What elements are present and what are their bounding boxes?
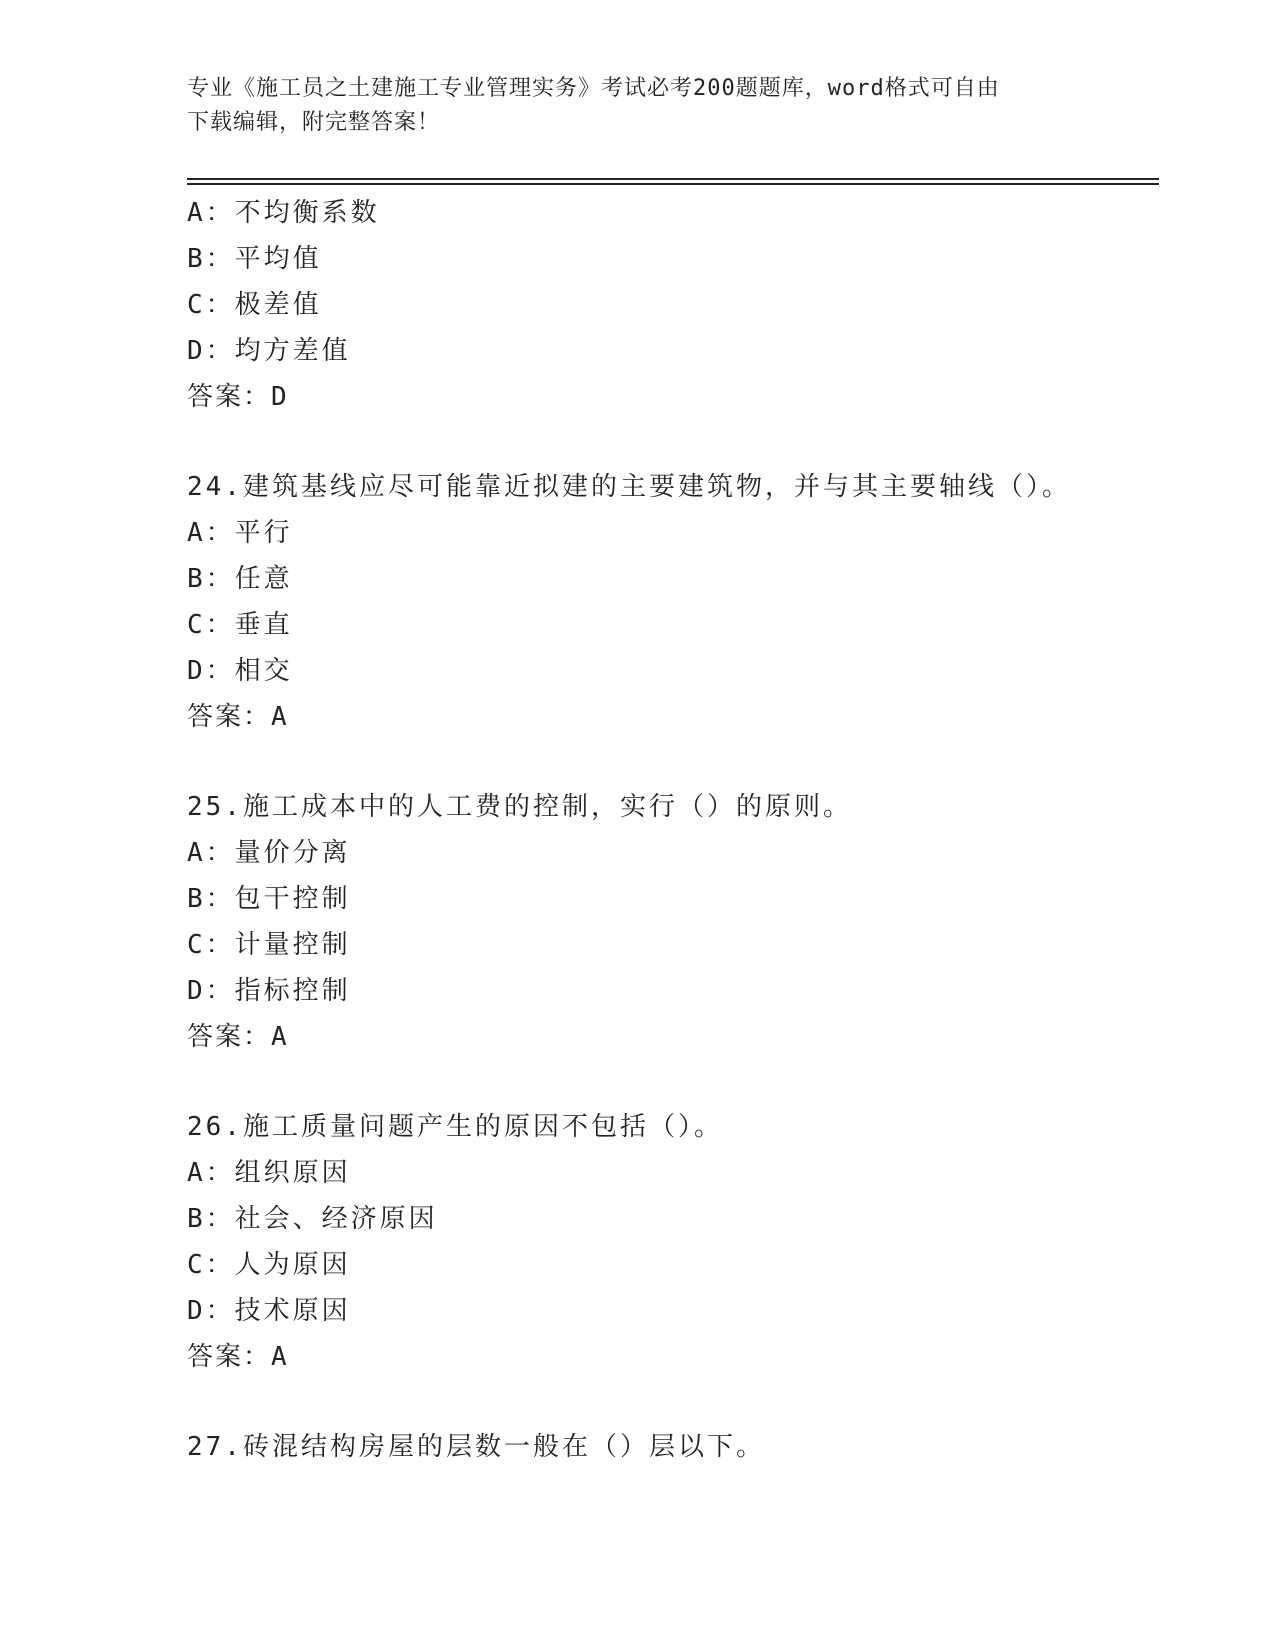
- answer-label: 答案：: [187, 382, 272, 412]
- option-c: C：极差值: [187, 290, 322, 320]
- header-divider-top: [187, 178, 1159, 180]
- document-header: [187, 72, 1067, 140]
- option-a: A：量价分离: [187, 838, 351, 868]
- question-23-block: [187, 190, 1167, 420]
- answer-value: A: [271, 1022, 290, 1052]
- option-a: A：平行: [187, 518, 293, 548]
- question-stem: 25.施工成本中的人工费的控制，实行（）的原则。: [187, 792, 852, 822]
- question-25-block: [187, 784, 1167, 1060]
- question-26-block: [187, 1104, 1167, 1380]
- option-d: D：均方差值: [187, 336, 351, 366]
- option-c: C：人为原因: [187, 1250, 351, 1280]
- question-stem: 24.建筑基线应尽可能靠近拟建的主要建筑物，并与其主要轴线（）。: [187, 472, 1071, 502]
- option-a: A：不均衡系数: [187, 198, 380, 228]
- answer-line: [187, 1334, 1167, 1380]
- answer-value: A: [271, 702, 290, 732]
- option-c: C：计量控制: [187, 930, 351, 960]
- header-divider-bottom: [187, 183, 1159, 185]
- option-d: D：指标控制: [187, 976, 351, 1006]
- answer-value: A: [271, 1342, 290, 1372]
- answer-label: 答案：: [187, 1342, 272, 1372]
- option-b: B：任意: [187, 564, 293, 594]
- answer-line: [187, 1014, 1167, 1060]
- option-b: B：社会、经济原因: [187, 1204, 438, 1234]
- header-line-1: 专业《施工员之土建施工专业管理实务》考试必考200题题库，word格式可自由: [187, 76, 1000, 101]
- answer-value: D: [271, 382, 290, 412]
- option-d: D：相交: [187, 656, 293, 686]
- answer-label: 答案：: [187, 1022, 272, 1052]
- answer-line: [187, 694, 1167, 740]
- option-b: B：平均值: [187, 244, 322, 274]
- question-content: [187, 190, 1167, 1470]
- option-a: A：组织原因: [187, 1158, 351, 1188]
- question-stem: 26.施工质量问题产生的原因不包括（）。: [187, 1112, 723, 1142]
- answer-line: [187, 374, 1167, 420]
- option-c: C：垂直: [187, 610, 293, 640]
- option-d: D：技术原因: [187, 1296, 351, 1326]
- question-24-block: [187, 464, 1167, 740]
- question-stem: 27.砖混结构房屋的层数一般在（）层以下。: [187, 1432, 765, 1462]
- question-27-block: [187, 1424, 1167, 1470]
- answer-label: 答案：: [187, 702, 272, 732]
- header-line-2: 下载编辑，附完整答案！: [187, 110, 441, 135]
- option-b: B：包干控制: [187, 884, 351, 914]
